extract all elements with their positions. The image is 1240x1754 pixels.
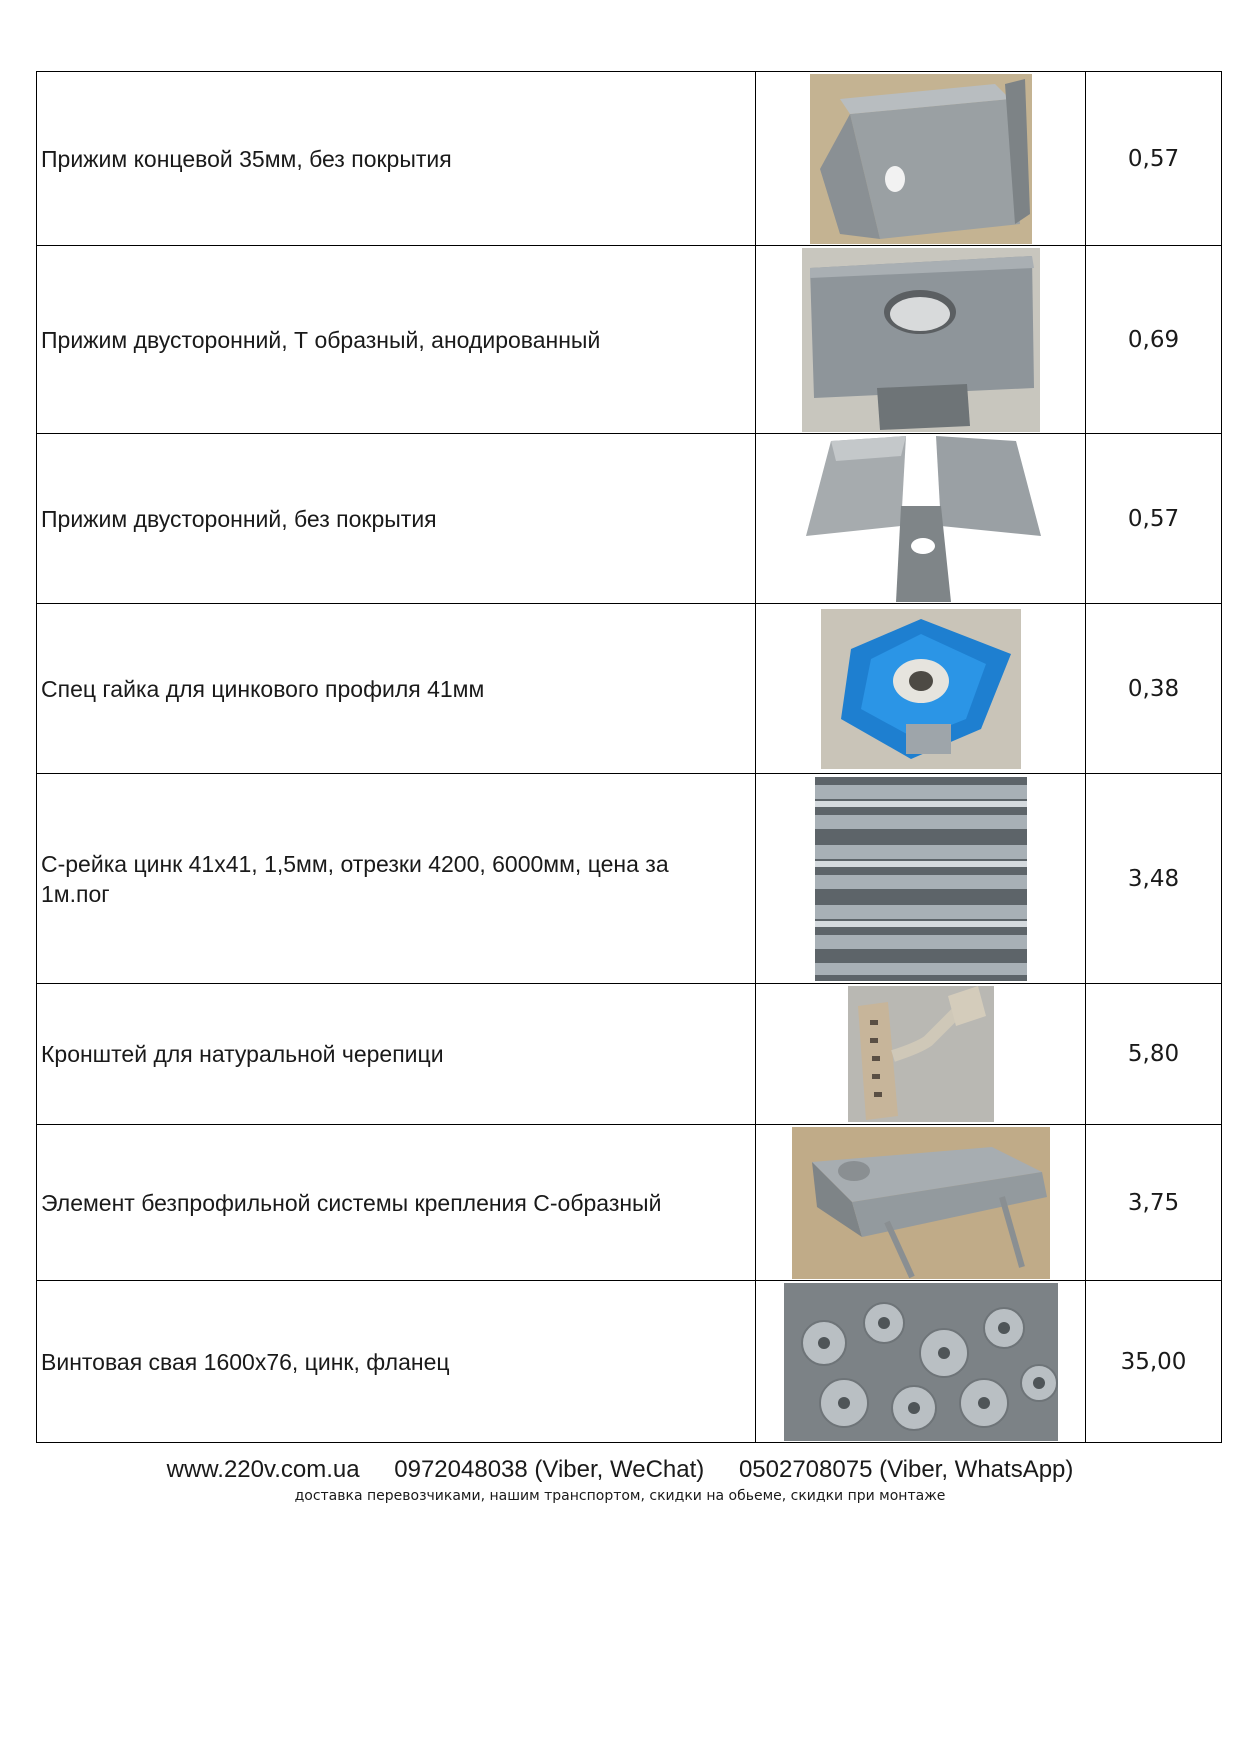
end-clamp-photo-icon — [810, 74, 1032, 244]
website-link[interactable]: www.220v.com.ua — [166, 1456, 360, 1483]
product-price: 0,57 — [1086, 72, 1222, 246]
mid-clamp-photo-icon — [801, 436, 1041, 602]
table-row — [37, 1125, 1222, 1281]
product-name: Прижим концевой 35мм, без покрытия — [37, 72, 756, 246]
table-row — [37, 1281, 1222, 1443]
product-photo-cell — [756, 434, 1086, 604]
product-price: 0,69 — [1086, 246, 1222, 434]
product-photo-cell — [756, 1125, 1086, 1281]
c-rail-photo-icon — [815, 777, 1027, 981]
product-name: Винтовая свая 1600х76, цинк, фланец — [37, 1281, 756, 1443]
product-photo-cell — [756, 72, 1086, 246]
product-name: Прижим двусторонний, Т образный, анодированный — [37, 246, 756, 434]
product-photo-cell — [756, 604, 1086, 774]
product-photo-cell — [756, 1281, 1086, 1443]
screw-pile-photo-icon — [784, 1283, 1058, 1441]
product-name: Элемент безпрофильной системы крепления С-образный — [37, 1125, 756, 1281]
product-photo-cell — [756, 774, 1086, 984]
product-price: 3,48 — [1086, 774, 1222, 984]
table-row — [37, 72, 1222, 246]
table-row — [37, 984, 1222, 1125]
phone-viber-wechat: 0972048038 (Viber, WeChat) — [394, 1456, 705, 1483]
spring-nut-photo-icon — [821, 609, 1021, 769]
table-row — [37, 604, 1222, 774]
table-row — [37, 434, 1222, 604]
footer-note: доставка перевозчиками, нашим транспортом, скидки на обьеме, скидки при монтаже — [294, 1488, 946, 1504]
product-name: Спец гайка для цинкового профиля 41мм — [37, 604, 756, 774]
table-row — [37, 246, 1222, 434]
product-price: 0,38 — [1086, 604, 1222, 774]
product-name: Кронштей для натуральной черепици — [37, 984, 756, 1125]
footer-contacts — [0, 1456, 1240, 1484]
t-mid-clamp-photo-icon — [802, 248, 1040, 432]
roof-hook-photo-icon — [848, 986, 994, 1122]
product-photo-cell — [756, 984, 1086, 1125]
product-price: 35,00 — [1086, 1281, 1222, 1443]
product-name: Прижим двусторонний, без покрытия — [37, 434, 756, 604]
table-row — [37, 774, 1222, 984]
product-photo-cell — [756, 246, 1086, 434]
product-price: 5,80 — [1086, 984, 1222, 1125]
price-table — [36, 71, 1222, 1443]
product-price: 0,57 — [1086, 434, 1222, 604]
phone-viber-whatsapp: 0502708075 (Viber, WhatsApp) — [738, 1456, 1074, 1483]
railless-mount-photo-icon — [792, 1127, 1050, 1279]
product-price: 3,75 — [1086, 1125, 1222, 1281]
product-name: С-рейка цинк 41х41, 1,5мм, отрезки 4200, 6000мм, цена за 1м.пог — [37, 774, 756, 984]
